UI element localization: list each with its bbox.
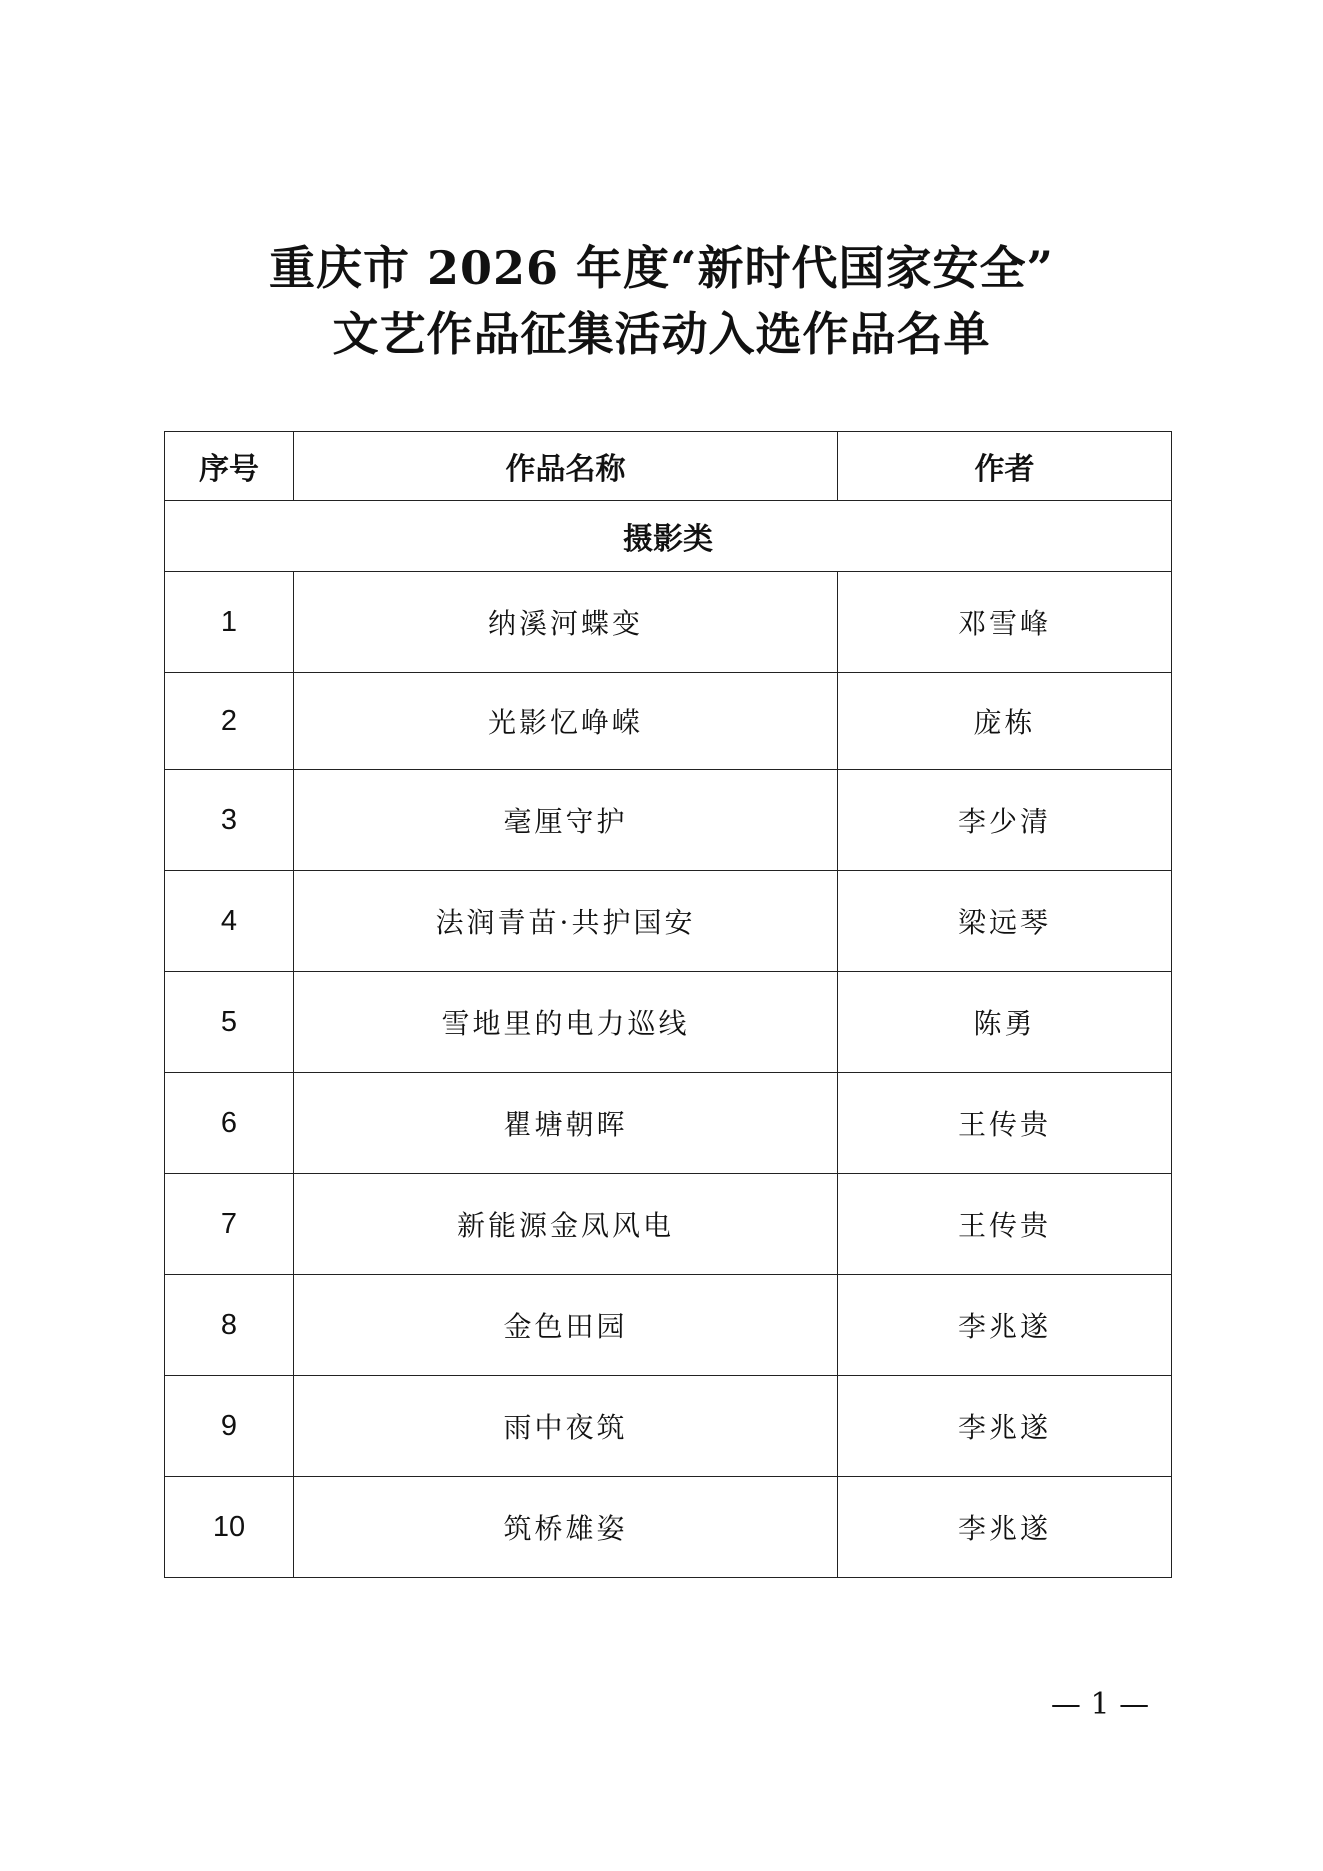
row-work-title: 雨中夜筑 <box>294 1376 838 1477</box>
row-work-title: 纳溪河蝶变 <box>294 572 838 673</box>
row-number: 9 <box>165 1376 294 1477</box>
row-work-title: 法润青苗·共护国安 <box>294 871 838 972</box>
row-author: 庞栋 <box>838 673 1172 770</box>
row-work-title: 新能源金凤风电 <box>294 1174 838 1275</box>
table-row <box>165 1477 1172 1578</box>
row-work-title: 瞿塘朝晖 <box>294 1073 838 1174</box>
table-row <box>165 673 1172 770</box>
table-row <box>165 572 1172 673</box>
row-work-title: 金色田园 <box>294 1275 838 1376</box>
row-work-title: 光影忆峥嵘 <box>294 673 838 770</box>
table-row <box>165 871 1172 972</box>
table-row <box>165 1275 1172 1376</box>
row-number: 4 <box>165 871 294 972</box>
row-number: 7 <box>165 1174 294 1275</box>
header-author: 作者 <box>838 432 1172 501</box>
table-row <box>165 1174 1172 1275</box>
header-work-title: 作品名称 <box>294 432 838 501</box>
row-number: 8 <box>165 1275 294 1376</box>
table-row <box>165 972 1172 1073</box>
title-line-1: 重庆市 2026 年度“新时代国家安全” <box>269 241 1054 295</box>
table-row <box>165 1073 1172 1174</box>
table-row <box>165 1376 1172 1477</box>
row-number: 5 <box>165 972 294 1073</box>
document-title <box>0 235 1323 367</box>
row-work-title: 毫厘守护 <box>294 770 838 871</box>
row-number: 6 <box>165 1073 294 1174</box>
header-serial-number: 序号 <box>165 432 294 501</box>
row-author: 陈勇 <box>838 972 1172 1073</box>
row-author: 王传贵 <box>838 1174 1172 1275</box>
row-number: 2 <box>165 673 294 770</box>
row-author: 李兆遂 <box>838 1477 1172 1578</box>
row-number: 10 <box>165 1477 294 1578</box>
row-author: 梁远琴 <box>838 871 1172 972</box>
table-row <box>165 770 1172 871</box>
title-line-2: 文艺作品征集活动入选作品名单 <box>332 307 991 361</box>
row-number: 1 <box>165 572 294 673</box>
category-row <box>165 501 1172 572</box>
row-work-title: 筑桥雄姿 <box>294 1477 838 1578</box>
row-author: 李兆遂 <box>838 1376 1172 1477</box>
category-label: 摄影类 <box>165 501 1172 572</box>
table-header-row <box>165 432 1172 501</box>
row-work-title: 雪地里的电力巡线 <box>294 972 838 1073</box>
row-number: 3 <box>165 770 294 871</box>
row-author: 邓雪峰 <box>838 572 1172 673</box>
row-author: 王传贵 <box>838 1073 1172 1174</box>
row-author: 李兆遂 <box>838 1275 1172 1376</box>
row-author: 李少清 <box>838 770 1172 871</box>
selected-works-table <box>164 431 1172 1578</box>
page-number: — 1 — <box>1050 1687 1150 1722</box>
